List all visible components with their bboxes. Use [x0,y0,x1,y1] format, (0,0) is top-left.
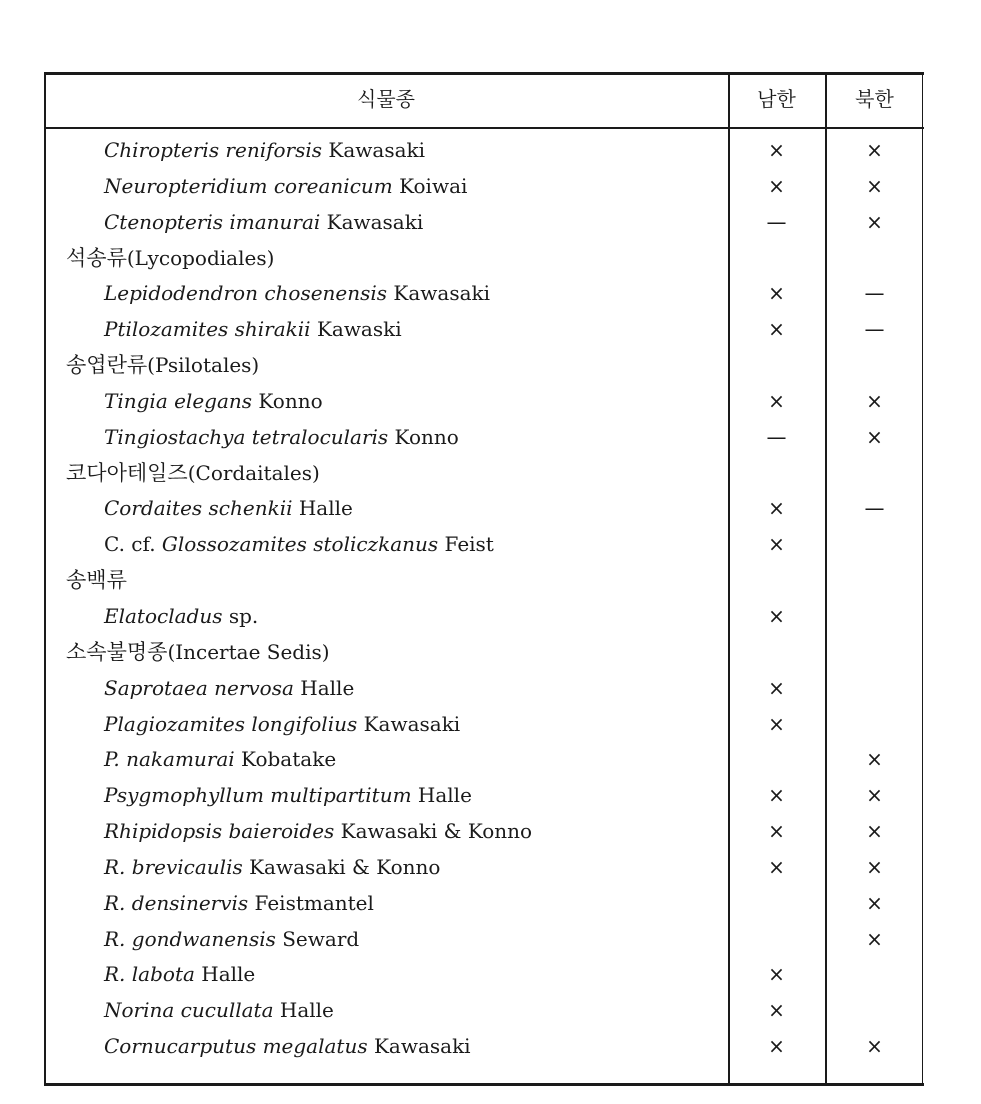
species-author: Kawasaki & Konno [242,854,441,879]
species-row [44,707,924,743]
species-scientific-name: Neuropteridium coreanicum [104,173,393,198]
group-name [66,241,274,277]
north-korea-mark: × [866,926,883,951]
species-prefix: C. cf. [104,532,162,557]
north-korea-mark [825,707,924,743]
south-korea-mark: × [768,998,785,1023]
north-korea-mark [825,957,924,993]
north-korea-mark: × [866,388,883,413]
species-scientific-name: Plagiozamites longifolius [104,711,358,736]
species-row [44,1029,924,1065]
south-korea-mark: × [768,173,785,198]
species-row [44,384,924,420]
south-korea-mark: × [768,317,785,342]
species-name [104,922,359,958]
species-scientific-name: Psygmophyllum multipartitum [104,783,412,808]
species-author: Konno [388,424,459,449]
north-korea-mark: × [866,424,883,449]
species-scientific-name: Ptilozamites shirakii [104,317,311,342]
species-name [104,205,423,241]
species-row [44,993,924,1029]
species-author: Kawasaki [387,281,491,306]
group-korean-name: 송백류 [66,568,127,593]
group-korean-name: 소속불명종 [66,639,168,664]
north-korea-mark: — [864,317,885,342]
south-korea-mark: × [768,496,785,521]
species-author: Halle [292,496,353,521]
species-author: Feistmantel [248,890,374,915]
species-scientific-name: Glossozamites stoliczkanus [161,532,439,557]
species-row [44,922,924,958]
north-korea-mark: × [866,747,883,772]
group-heading-row [44,348,924,384]
south-korea-mark: × [768,388,785,413]
group-latin-name: (Psilotales) [147,353,260,378]
north-korea-mark [825,671,924,707]
species-name [104,742,336,778]
species-scientific-name: Lepidodendron chosenensis [104,281,388,306]
species-author: Kawaski [310,317,402,342]
north-korea-mark [825,527,924,563]
group-korean-name: 송엽란류 [66,353,148,378]
species-name [104,491,353,527]
species-author: Halle [194,962,256,987]
north-korea-mark: × [866,819,883,844]
north-korea-mark: × [866,173,883,198]
south-korea-mark: × [768,675,785,700]
species-scientific-name: R. densinervis [104,890,249,915]
north-korea-mark [825,599,924,635]
species-name [104,778,472,814]
species-row [44,169,924,205]
species-name [104,1029,471,1065]
species-author: Halle [411,783,472,808]
species-scientific-name: Saprotaea nervosa [104,675,294,700]
group-latin-name: (Incertae Sedis) [167,639,330,664]
table-bottom-rule [44,1083,924,1086]
species-row [44,420,924,456]
species-author: Kawasaki & Konno [334,819,533,844]
species-row [44,742,924,778]
species-name [104,993,334,1029]
species-scientific-name: R. gondwanensis [104,926,276,951]
species-name [104,312,402,348]
species-row [44,133,924,169]
species-author: Seward [275,926,360,951]
north-korea-mark: — [864,496,885,521]
north-korea-mark: × [866,890,883,915]
header-south-korea: 남한 [757,87,796,111]
species-name [104,707,460,743]
species-name [104,384,323,420]
species-author: Halle [293,675,355,700]
north-korea-mark [825,993,924,1029]
species-row [44,886,924,922]
south-korea-mark: × [768,783,785,808]
south-korea-mark: × [768,138,785,162]
species-row [44,778,924,814]
species-name [104,671,354,707]
group-name [66,456,320,492]
south-korea-mark: × [768,962,785,987]
species-scientific-name: Elatocladus [104,603,223,628]
species-scientific-name: R. brevicaulis [104,854,243,879]
header-species: 식물종 [357,87,415,111]
species-name [104,133,425,169]
species-scientific-name: P. nakamurai [104,747,235,772]
south-korea-mark [728,742,825,778]
species-name [104,886,374,922]
group-name [66,348,259,384]
species-row [44,312,924,348]
south-korea-mark: × [768,532,785,557]
south-korea-mark: — [766,424,787,449]
north-korea-mark: × [866,209,883,234]
north-korea-mark: × [866,138,883,162]
species-row [44,671,924,707]
south-korea-mark: × [768,281,785,306]
species-scientific-name: Rhipidopsis baieroides [104,819,335,844]
species-row [44,850,924,886]
south-korea-mark: — [766,209,787,234]
group-heading-row [44,456,924,492]
south-korea-mark: × [768,1034,785,1059]
group-heading-row [44,635,924,671]
species-author: Kawasaki [320,209,424,234]
group-korean-name: 석송류 [66,245,127,270]
north-korea-mark: × [866,783,883,808]
species-name [104,957,255,993]
species-name [104,599,258,635]
species-row [44,205,924,241]
species-row [44,276,924,312]
species-scientific-name: Chiropteris reniforsis [104,138,323,162]
species-author: Konno [252,388,323,413]
species-scientific-name: R. labota [104,962,195,987]
south-korea-mark: × [768,819,785,844]
species-author: Kobatake [234,747,337,772]
species-author: Kawasaki [322,138,426,162]
species-row [44,957,924,993]
species-author: Koiwai [392,173,468,198]
north-korea-mark: — [864,281,885,306]
group-latin-name: (Cordaitales) [187,460,320,485]
species-author: Halle [273,998,334,1023]
group-latin-name: (Lycopodiales) [126,245,275,270]
species-scientific-name: Tingia elegans [104,388,253,413]
species-author: Feist [438,532,494,557]
group-heading-row [44,563,924,599]
species-table [44,72,924,1087]
south-korea-mark: × [768,711,785,736]
table-header-rule [44,127,924,129]
species-row [44,491,924,527]
north-korea-mark: × [866,1034,883,1059]
species-scientific-name: Norina cucullata [104,998,274,1023]
north-korea-mark: × [866,854,883,879]
species-scientific-name: Cornucarputus megalatus [104,1034,368,1059]
group-korean-name: 코다아테일즈 [66,460,188,485]
group-name [66,563,127,599]
header-north-korea: 북한 [855,87,894,111]
group-heading-row [44,241,924,277]
species-name [104,814,532,850]
species-scientific-name: Ctenopteris imanurai [104,209,321,234]
species-row [44,814,924,850]
species-author: Kawasaki [357,711,461,736]
species-author: Kawasaki [367,1034,471,1059]
species-name [104,527,494,563]
species-name [104,420,459,456]
group-name [66,635,330,671]
south-korea-mark: × [768,854,785,879]
species-name [104,169,467,205]
species-name [104,850,440,886]
south-korea-mark: × [768,603,785,628]
table-body [44,133,924,1065]
species-scientific-name: Tingiostachya tetralocularis [104,424,389,449]
species-author: sp. [222,603,259,628]
south-korea-mark [728,886,825,922]
species-row [44,599,924,635]
south-korea-mark [728,922,825,958]
species-row [44,527,924,563]
species-scientific-name: Cordaites schenkii [104,496,293,521]
species-name [104,276,490,312]
